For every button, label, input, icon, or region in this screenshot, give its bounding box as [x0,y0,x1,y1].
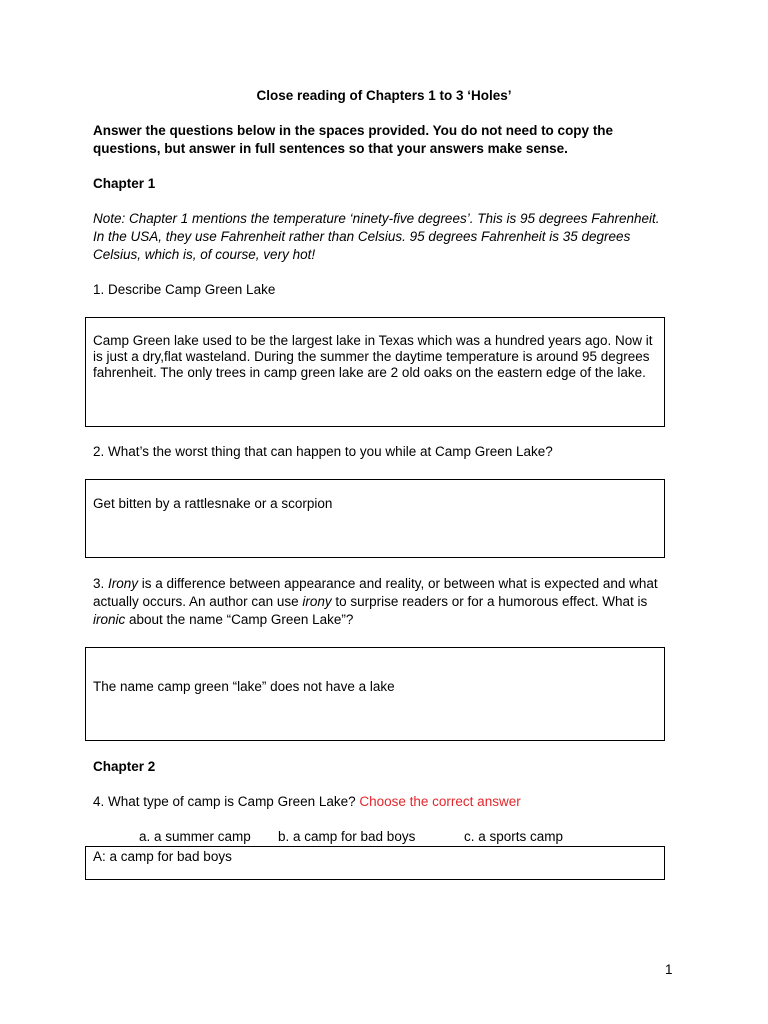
ironic-term: ironic [93,612,126,627]
answer-1-text: Camp Green lake used to be the largest lake in Texas which was a hundred years ago. Now it is just a dry,flat wasteland. During the summer the daytime temperature is around 95 degrees fahrenheit. The only trees in camp green lake are 2 old oaks on the eastern edge of the lake. [93,333,653,380]
chapter-1-heading: Chapter 1 [93,176,156,191]
document-title: Close reading of Chapters 1 to 3 ‘Holes’ [256,88,512,103]
question-1: 1. Describe Camp Green Lake [93,282,276,297]
chapter-1-note: Note: Chapter 1 mentions the temperature ‘ninety-five degrees’. This is 95 degrees Fahrenheit. In the USA, they use Fahrenheit rather than Celsius. 95 degrees Fahrenheit is 35 degrees Celsius, which is, of course, very hot! [93,211,660,262]
question-2: 2. What’s the worst thing that can happen to you while at Camp Green Lake? [93,444,553,459]
question-3 [93,575,668,629]
instructions: Answer the questions below in the spaces provided. You do not need to copy the questions, but answer in full sentences so that your answers make sense. [93,123,614,156]
option-b: b. a camp for bad boys [278,829,416,844]
question-3-part-1: is a difference between appearance and reality, or between what is expected and what actually occurs. An author can use [93,576,658,609]
irony-term: Irony [108,576,139,591]
question-3-number: 3. [93,576,109,591]
option-c: c. a sports camp [464,829,564,844]
answer-box-1[interactable] [85,317,665,427]
option-a: a. a summer camp [139,829,251,844]
question-3-part-3: about the name “Camp Green Lake”? [125,612,354,627]
question-4-text: 4. What type of camp is Camp Green Lake? [93,794,360,809]
answer-2-text: Get bitten by a rattlesnake or a scorpion [93,496,333,511]
answer-4-text: A: a camp for bad boys [93,849,232,864]
chapter-2-heading: Chapter 2 [93,759,156,774]
answer-3-text: The name camp green “lake” does not have a lake [93,679,395,694]
question-3-part-2: to surprise readers or for a humorous effect. What is [331,594,648,609]
answer-box-3[interactable] [85,647,665,741]
page-number: 1 [665,962,673,977]
answer-box-4[interactable] [85,846,665,880]
irony-term-2: irony [302,594,332,609]
question-4-instruction: Choose the correct answer [359,794,521,809]
answer-box-2[interactable] [85,479,665,558]
question-4 [93,793,668,811]
